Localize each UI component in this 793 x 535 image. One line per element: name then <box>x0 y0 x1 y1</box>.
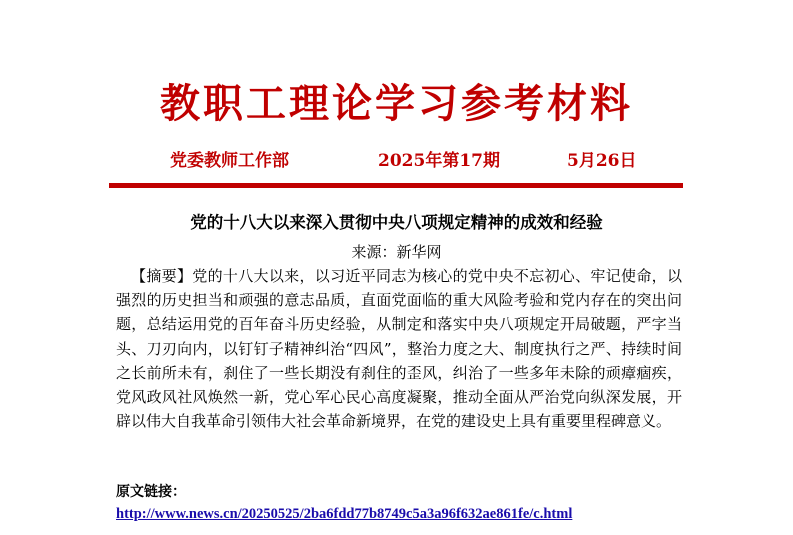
article-abstract: 【摘要】党的十八大以来，以习近平同志为核心的党中央不忘初心、牢记使命，以强烈的历史担当和顽强的意志品质，直面党面临的重大风险考验和党内存在的突出问题，总结运用党的百年奋斗历史经验，从制定和落实中央八项规定开局破题，严字当头、刀刃向内，以钉钉子精神纠治“四风”，整治力度之大、制度执行之严、持续时间之长前所未有，刹住了一些长期没有刹住的歪风，纠治了一些多年未除的顽瘴痼疾，党风政风社风焕然一新，党心军心民心高度凝聚，推动全面从严治党向纵深发展，开辟以伟大自我革命引领伟大社会革命新境界，在党的建设史上具有重要里程碑意义。 <box>116 267 682 431</box>
issue-department: 党委教师工作部 <box>170 151 289 171</box>
article-title: 党的十八大以来深入贯彻中央八项规定精神的成效和经验 <box>190 213 603 232</box>
source-link[interactable]: http://www.news.cn/20250525/2ba6fdd77b8749c5a3a96f632ae861fe/c.html <box>116 506 573 522</box>
issue-number: 2025年第17期 <box>378 151 500 171</box>
masthead-title: 教职工理论学习参考材料 <box>160 80 633 127</box>
red-divider <box>109 183 683 188</box>
source-link-label: 原文链接： <box>116 484 186 500</box>
issue-line <box>0 144 793 170</box>
issue-date: 5月26日 <box>567 151 637 171</box>
article-source: 来源：新华网 <box>351 243 442 261</box>
